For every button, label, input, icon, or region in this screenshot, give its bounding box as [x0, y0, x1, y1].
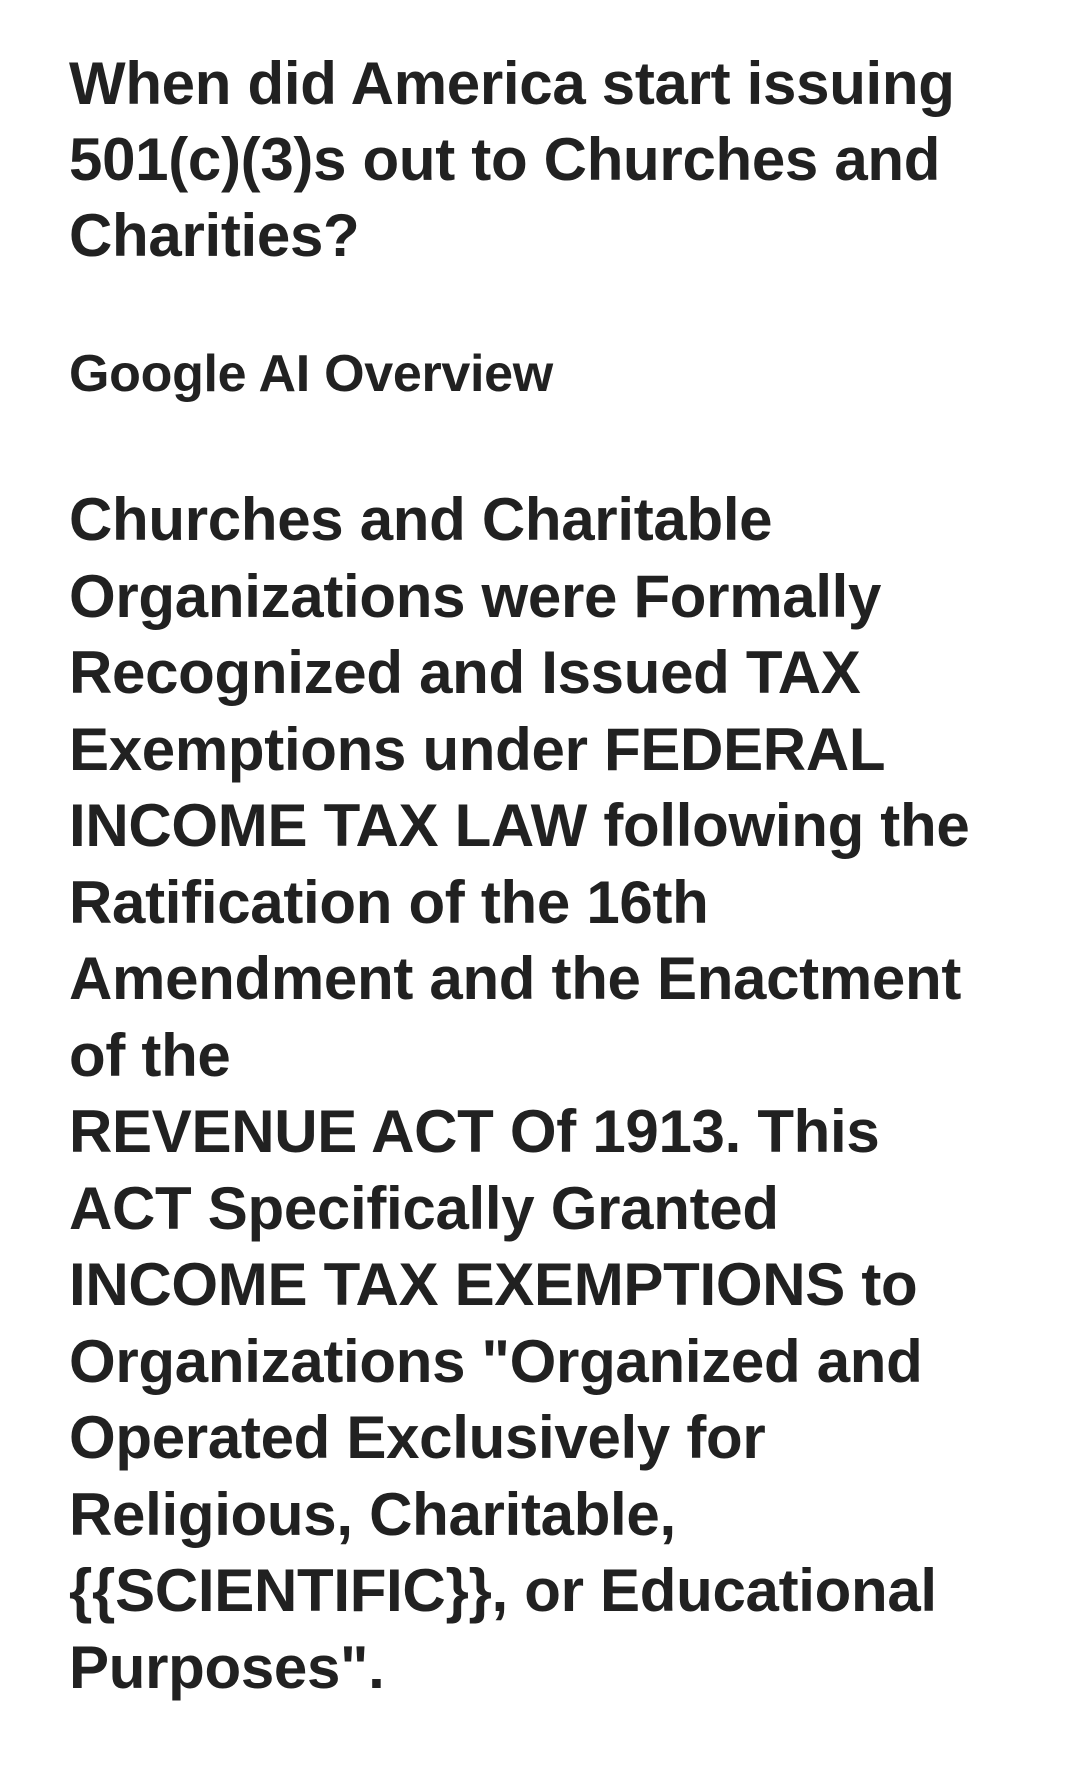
- answer-text: [69, 482, 1040, 1706]
- answer-line: Exemptions under FEDERAL: [69, 715, 886, 783]
- answer-line: Organizations "Organized and: [69, 1327, 923, 1395]
- answer-line: {{SCIENTIFIC}}, or Educational: [69, 1557, 937, 1624]
- source-label: Google AI Overview: [69, 345, 553, 403]
- answer-line: Purposes".: [69, 1633, 385, 1701]
- answer-line: INCOME TAX EXEMPTIONS to: [69, 1251, 918, 1318]
- answer-line: Recognized and Issued TAX: [69, 639, 861, 706]
- answer-line: Religious, Charitable,: [69, 1480, 676, 1548]
- answer-line: Ratification of the 16th: [69, 868, 709, 936]
- answer-line: Operated Exclusively for: [69, 1404, 766, 1471]
- answer-line: REVENUE ACT Of 1913. This: [69, 1098, 880, 1165]
- answer-line: of the: [69, 1021, 231, 1089]
- question-line: When did America start issuing: [69, 50, 955, 117]
- answer-line: Organizations were Formally: [69, 562, 882, 630]
- question-heading: [69, 46, 1040, 274]
- answer-line: Churches and Charitable: [69, 486, 773, 553]
- answer-line: Amendment and the Enactment: [69, 945, 962, 1012]
- answer-line: INCOME TAX LAW following the: [69, 792, 970, 859]
- question-line: Charities?: [69, 202, 360, 269]
- question-line: 501(c)(3)s out to Churches and: [69, 126, 941, 193]
- answer-line: ACT Specifically Granted: [69, 1174, 779, 1242]
